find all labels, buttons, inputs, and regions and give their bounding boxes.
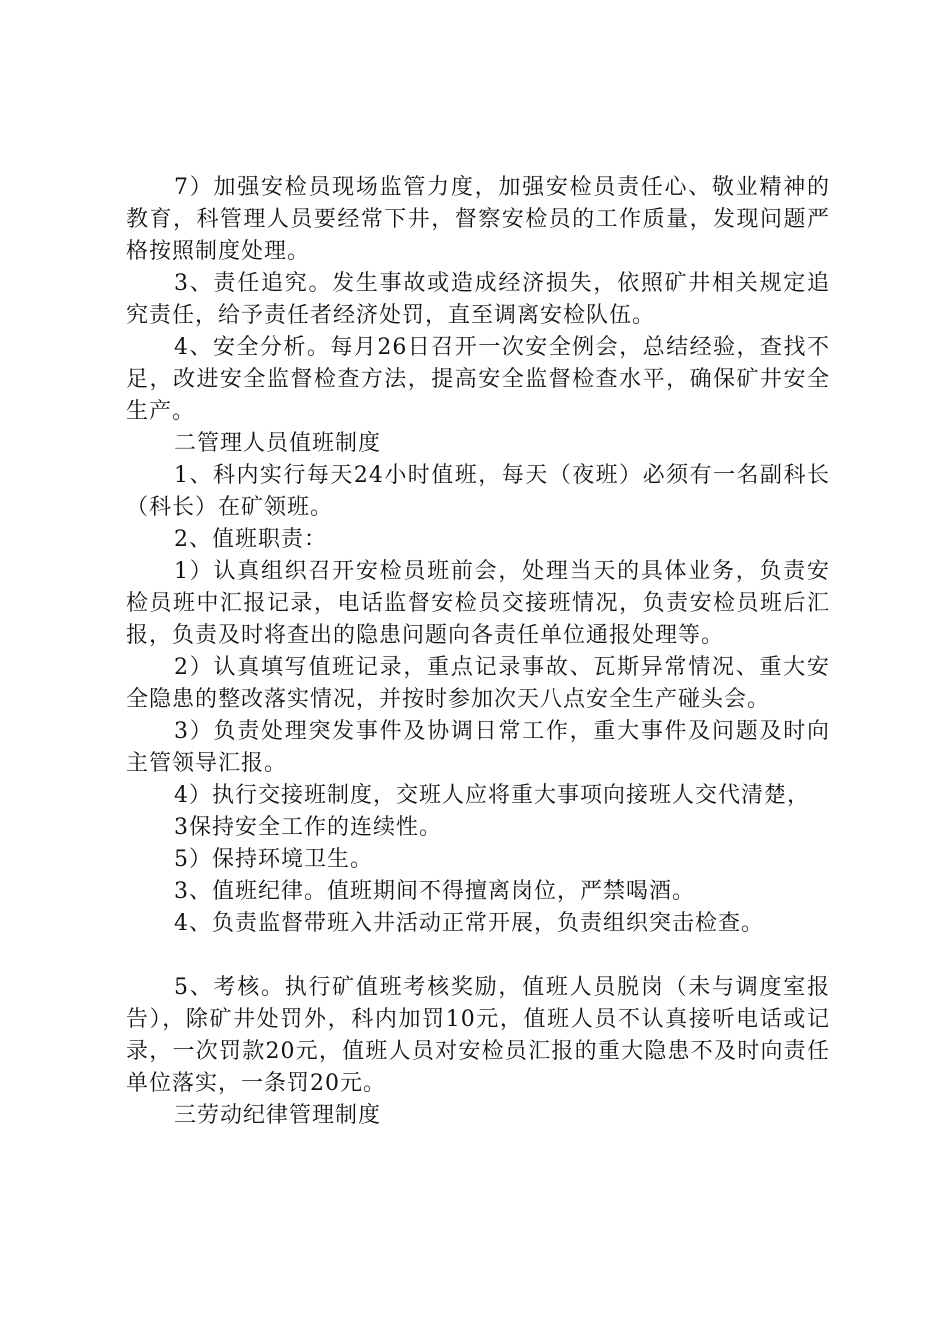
paragraph-duty-responsibilities: 2、值班职责：: [174, 527, 327, 552]
document-page: [126, 172, 830, 1132]
paragraph-accountability: 3、责任追究。发生事故或造成经济损失，依照矿井相关规定追究责任，给予责任者经济处罚，直至调离安检队伍。: [126, 271, 830, 328]
paragraph-duty-item-2: 2）认真填写值班记录，重点记录事故、瓦斯异常情况、重大安全隐患的整改落实情况，并按时参加次天八点安全生产碰头会。: [126, 655, 830, 712]
paragraph-duty-item-3: 3）负责处理突发事件及协调日常工作，重大事件及问题及时向主管领导汇报。: [126, 719, 830, 776]
section-heading-labor-discipline: 三劳动纪律管理制度: [174, 1103, 382, 1128]
paragraph-24h-duty: 1、科内实行每天24小时值班，每天（夜班）必须有一名副科长（科长）在矿领班。: [126, 463, 830, 520]
paragraph-duty-item-5: 5）保持环境卫生。: [174, 847, 373, 872]
section-heading-duty-system: 二管理人员值班制度: [174, 431, 382, 456]
paragraph-assessment: 5、考核。执行矿值班考核奖励，值班人员脱岗（未与调度室报告），除矿井处罚外，科内加罚10元，值班人员不认真接听电话或记录，一次罚款20元，值班人员对安检员汇报的重大隐患不及时向责任单位落实，一条罚20元。: [126, 975, 830, 1096]
paragraph-inspector-supervision: 7）加强安检员现场监管力度，加强安检员责任心、敬业精神的教育，科管理人员要经常下井，督察安检员的工作质量，发现问题严格按照制度处理。: [126, 175, 830, 264]
paragraph-duty-item-4: 4）执行交接班制度，交班人应将重大事项向接班人交代清楚，: [174, 783, 810, 808]
paragraph-safety-analysis: 4、安全分析。每月26日召开一次安全例会，总结经验，查找不足，改进安全监督检查方法，提高安全监督检查水平，确保矿井安全生产。: [126, 335, 830, 424]
blank-line: [126, 940, 830, 972]
paragraph-duty-item-1: 1）认真组织召开安检员班前会，处理当天的具体业务，负责安检员班中汇报记录，电话监督安检员交接班情况，负责安检员班后汇报，负责及时将查出的隐患问题向各责任单位通报处理等。: [126, 559, 830, 648]
paragraph-continuity: 3保持安全工作的连续性。: [174, 815, 442, 840]
paragraph-supervise-shift: 4、负责监督带班入井活动正常开展，负责组织突击检查。: [174, 911, 764, 936]
paragraph-duty-discipline: 3、值班纪律。值班期间不得擅离岗位，严禁喝酒。: [174, 879, 695, 904]
